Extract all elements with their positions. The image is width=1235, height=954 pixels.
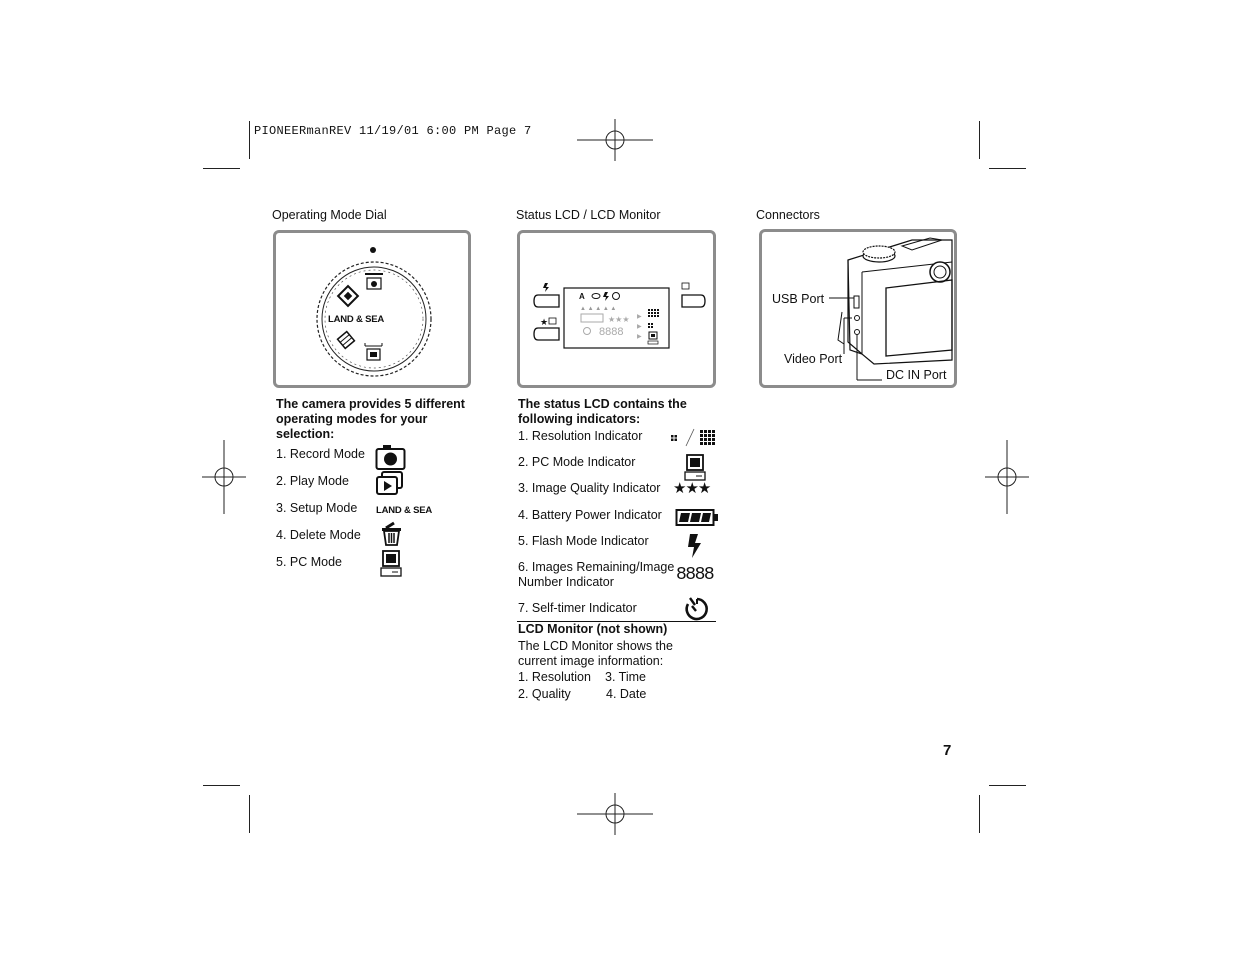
indicator-images-remaining-line1: 6. Images Remaining/Image xyxy=(518,560,675,574)
indicator-pc-mode: 2. PC Mode Indicator xyxy=(518,455,636,469)
digits-icon: 8888 xyxy=(676,565,714,585)
lcd-intro: The status LCD contains the following indicators: xyxy=(518,397,687,426)
mode-item-record: 1. Record Mode xyxy=(276,447,365,461)
section-title-connectors: Connectors xyxy=(756,208,820,222)
mode-item-setup: 3. Setup Mode xyxy=(276,501,358,515)
section-title-mode-dial: Operating Mode Dial xyxy=(272,208,387,222)
mode-intro: The camera provides 5 different operating modes for your selection: xyxy=(276,397,465,441)
lcd-digits: 8888 xyxy=(599,326,624,338)
stars-icon: ★★★ xyxy=(673,479,711,497)
mode-dial-figure xyxy=(273,230,471,388)
monitor-item-resolution: 1. Resolution xyxy=(518,670,591,684)
self-timer-icon xyxy=(683,595,711,623)
dial-pc-icon xyxy=(365,343,382,360)
page-number: 7 xyxy=(943,742,952,759)
dial-camera-icon xyxy=(365,273,383,289)
svg-text:★★★: ★★★ xyxy=(608,315,630,324)
svg-text:▶: ▶ xyxy=(637,334,642,340)
registration-mark-right xyxy=(985,440,1029,514)
video-port-label: Video Port xyxy=(784,352,843,366)
monitor-text-line1: The LCD Monitor shows the xyxy=(518,639,673,653)
indicator-resolution: 1. Resolution Indicator xyxy=(518,429,643,443)
battery-icon xyxy=(675,508,719,528)
pc-icon xyxy=(684,454,706,482)
indicator-image-quality: 3. Image Quality Indicator xyxy=(518,481,661,495)
indicator-battery: 4. Battery Power Indicator xyxy=(518,508,662,522)
camera-icon xyxy=(375,443,407,471)
status-lcd-figure xyxy=(517,230,716,388)
mode-dial-illustration xyxy=(276,233,468,385)
trash-icon xyxy=(380,521,404,547)
land-sea-logo: LAND & SEA xyxy=(376,505,433,516)
resolution-icon xyxy=(670,427,718,449)
monitor-item-time: 3. Time xyxy=(605,670,646,684)
svg-text:★: ★ xyxy=(540,317,549,327)
monitor-item-date: 4. Date xyxy=(606,687,647,701)
indicator-self-timer: 7. Self-timer Indicator xyxy=(518,601,637,615)
registration-mark-top xyxy=(577,119,653,161)
dial-delete-icon xyxy=(338,332,355,349)
flash-icon xyxy=(687,533,703,559)
play-icon xyxy=(375,470,405,497)
registration-mark-bottom xyxy=(577,793,653,835)
dial-pointer-icon xyxy=(370,247,376,253)
mode-item-pc: 5. PC Mode xyxy=(276,555,343,569)
svg-text:▶: ▶ xyxy=(637,324,642,330)
indicator-images-remaining-line2: Number Indicator xyxy=(518,575,614,589)
section-title-status-lcd: Status LCD / LCD Monitor xyxy=(516,208,661,222)
dc-in-port-label: DC IN Port xyxy=(886,368,947,382)
status-lcd-illustration xyxy=(520,233,713,385)
monitor-text-line2: current image information: xyxy=(518,654,664,668)
dial-label: LAND & SEA xyxy=(328,314,385,325)
monitor-heading: LCD Monitor (not shown) xyxy=(518,622,668,636)
monitor-item-quality: 2. Quality xyxy=(518,687,571,701)
svg-text:A: A xyxy=(579,292,585,301)
indicator-flash: 5. Flash Mode Indicator xyxy=(518,534,649,548)
registration-mark-left xyxy=(202,440,246,514)
mode-item-play: 2. Play Mode xyxy=(276,474,349,488)
print-slug: PIONEERmanREV 11/19/01 6:00 PM Page 7 xyxy=(254,124,532,138)
usb-port-label: USB Port xyxy=(772,292,825,306)
pc-icon xyxy=(380,550,402,578)
mode-item-delete: 4. Delete Mode xyxy=(276,528,361,542)
dial-setup-logo-icon xyxy=(338,286,358,306)
svg-text:▲ ▲ ▲ ▲ ▲: ▲ ▲ ▲ ▲ ▲ xyxy=(580,306,617,312)
connectors-figure xyxy=(759,229,957,388)
svg-text:▶: ▶ xyxy=(637,314,642,320)
